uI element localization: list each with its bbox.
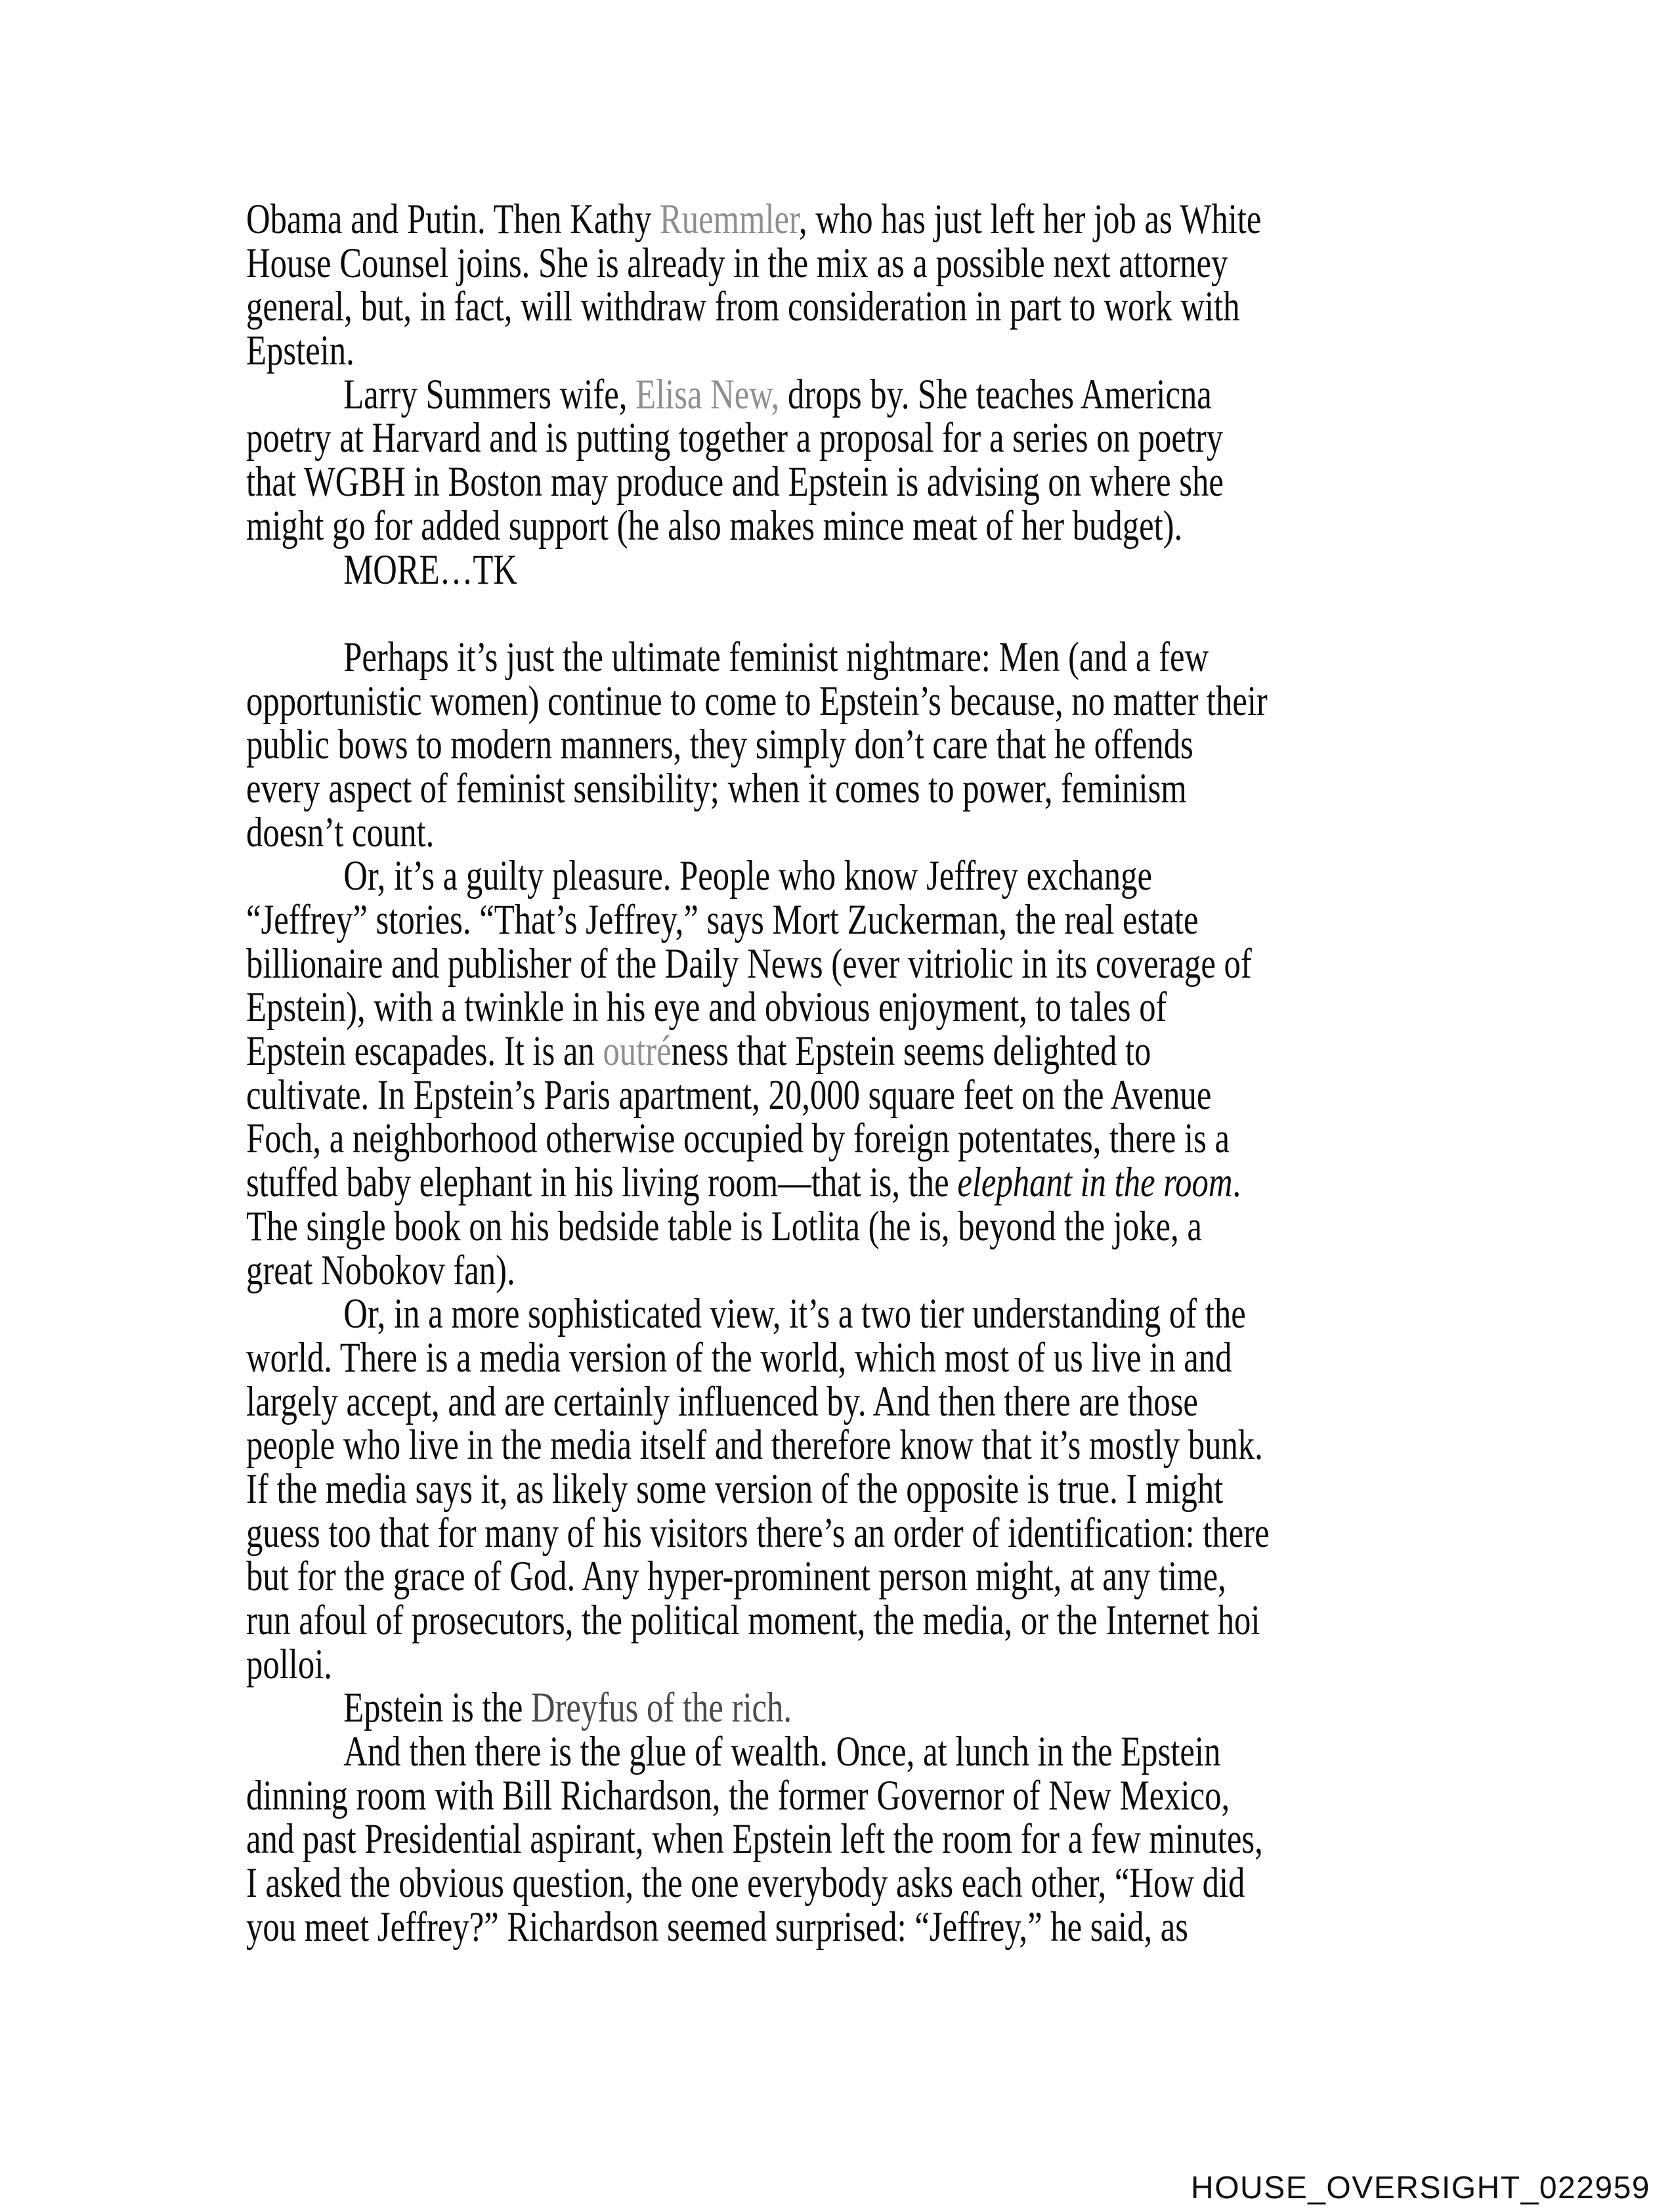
- text-segment: Larry Summers wife,: [343, 370, 636, 418]
- text-segment: Ruemmler: [659, 196, 799, 243]
- text-segment: run afoul of prosecutors, the political moment, the media, or the Internet hoi: [246, 1597, 1260, 1644]
- text-segment: guess too that for many of his visitors there’s an order of identification: there: [246, 1509, 1270, 1557]
- text-segment: every aspect of feminist sensibility; when it comes to power, feminism: [246, 764, 1187, 812]
- text-line: [246, 1202, 1444, 1250]
- text-segment: general, but, in fact, will withdraw from consideration in part to work with: [246, 283, 1240, 331]
- text-line: [246, 898, 1444, 942]
- text-segment: outré: [603, 1028, 672, 1075]
- text-segment: largely accept, and are certainly influenced by. And then there are those: [246, 1377, 1198, 1425]
- text-line: [246, 370, 1444, 418]
- text-block: [246, 198, 1444, 1949]
- text-segment: opportunistic women) continue to come to Epstein’s because, no matter their: [246, 677, 1268, 725]
- text-segment: .: [1232, 1159, 1241, 1207]
- text-segment: world. There is a media version of the world, which most of us live in and: [246, 1334, 1232, 1381]
- text-line: [246, 1377, 1444, 1425]
- text-line: [246, 633, 1444, 681]
- text-line: [246, 1686, 1444, 1730]
- text-segment: stuffed baby elephant in his living room—that is, the: [246, 1159, 958, 1207]
- text-line: [246, 329, 1444, 373]
- text-line: [246, 548, 1444, 592]
- text-segment: “Jeffrey” stories. “That’s Jeffrey,” says Mort Zuckerman, the real estate: [246, 896, 1199, 943]
- text-line: [246, 764, 1444, 812]
- text-segment: Perhaps it’s just the ultimate feminist nightmare: Men (and a few: [343, 633, 1209, 681]
- text-segment: Epstein), with a twinkle in his eye and obvious enjoyment, to tales of: [246, 984, 1167, 1031]
- text-segment: Elisa New,: [635, 370, 780, 418]
- text-line: [246, 1423, 1444, 1467]
- text-segment: doesn’t count.: [246, 808, 435, 856]
- text-segment: Or, in a more sophisticated view, it’s a two tier understanding of the: [343, 1290, 1246, 1338]
- text-segment: Dreyfus of the rich.: [531, 1684, 792, 1732]
- text-line: [246, 1336, 1444, 1380]
- text-segment: drops by. She teaches Americna: [779, 370, 1212, 418]
- text-line: [246, 942, 1444, 986]
- text-segment: ness that Epstein seems delighted to: [671, 1028, 1151, 1075]
- text-line: [246, 854, 1444, 898]
- text-segment: Or, it’s a guilty pleasure. People who know Jeffrey exchange: [343, 852, 1153, 900]
- text-segment: And then there is the glue of wealth. Once, at lunch in the Epstein: [343, 1728, 1221, 1776]
- text-line: [246, 1073, 1444, 1117]
- text-segment: great Nobokov fan).: [246, 1246, 515, 1294]
- text-segment: but for the grace of God. Any hyper-prominent person might, at any time,: [246, 1553, 1226, 1601]
- text-line: [246, 239, 1444, 287]
- text-line: [246, 986, 1444, 1030]
- text-line: [246, 808, 1444, 856]
- text-segment: and past Presidential aspirant, when Epstein left the room for a few minutes,: [246, 1815, 1263, 1863]
- text-segment: public bows to modern manners, they simply don’t care that he offends: [246, 721, 1193, 769]
- text-line: [246, 1246, 1444, 1294]
- text-segment: that WGBH in Boston may produce and Epstein is advising on where she: [246, 458, 1224, 506]
- text-line: [246, 1730, 1444, 1774]
- text-segment: I asked the obvious question, the one everybody asks each other, “How did: [246, 1859, 1245, 1907]
- text-segment: elephant in the room: [957, 1159, 1233, 1207]
- blank-line: [246, 592, 1444, 636]
- text-segment: Foch, a neighborhood otherwise occupied by foreign potentates, there is a: [246, 1115, 1230, 1163]
- text-line: [246, 1555, 1444, 1599]
- text-line: [246, 1511, 1444, 1555]
- text-line: [246, 1117, 1444, 1161]
- text-line: [246, 1817, 1444, 1861]
- text-line: [246, 1030, 1444, 1073]
- text-segment: billionaire and publisher of the Daily News (ever vitriolic in its coverage of: [246, 940, 1252, 987]
- text-segment: MORE…TK: [343, 546, 517, 594]
- text-line: [246, 1161, 1444, 1205]
- text-segment: Epstein is the: [343, 1684, 532, 1732]
- text-segment: cultivate. In Epstein’s Paris apartment, 20,000 square feet on the Avenue: [246, 1071, 1212, 1119]
- text-segment: might go for added support (he also makes mince meat of her budget).: [246, 502, 1183, 550]
- text-segment: poetry at Harvard and is putting together a proposal for a series on poetry: [246, 414, 1224, 462]
- text-line: [246, 198, 1444, 242]
- text-line: [246, 723, 1444, 767]
- text-segment: , who has just left her job as White: [798, 196, 1262, 243]
- text-line: [246, 1467, 1444, 1511]
- text-segment: Obama and Putin. Then Kathy: [246, 196, 660, 243]
- text-segment: House Counsel joins. She is already in the mix as a possible next attorney: [246, 239, 1228, 287]
- text-line: [246, 677, 1444, 725]
- text-segment: Epstein.: [246, 327, 354, 375]
- text-segment: people who live in the media itself and therefore know that it’s mostly bunk.: [246, 1421, 1263, 1469]
- text-segment: The single book on his bedside table is Lotlita (he is, beyond the joke, a: [246, 1202, 1202, 1250]
- text-line: [246, 1771, 1444, 1819]
- text-line: [246, 504, 1444, 548]
- text-line: [246, 1905, 1444, 1949]
- text-segment: If the media says it, as likely some version of the opposite is true. I might: [246, 1465, 1224, 1513]
- text-line: [246, 285, 1444, 329]
- text-line: [246, 1640, 1444, 1688]
- bates-number: HOUSE_OVERSIGHT_022959: [1191, 2171, 1650, 2205]
- text-segment: dinning room with Bill Richardson, the former Governor of New Mexico,: [246, 1771, 1230, 1819]
- text-line: [246, 1861, 1444, 1905]
- text-line: [246, 1292, 1444, 1336]
- text-line: [246, 1599, 1444, 1643]
- text-segment: polloi.: [246, 1640, 332, 1688]
- text-line: [246, 460, 1444, 504]
- text-line: [246, 416, 1444, 460]
- text-segment: you meet Jeffrey?” Richardson seemed surprised: “Jeffrey,” he said, as: [246, 1903, 1189, 1951]
- text-segment: Epstein escapades. It is an: [246, 1028, 603, 1075]
